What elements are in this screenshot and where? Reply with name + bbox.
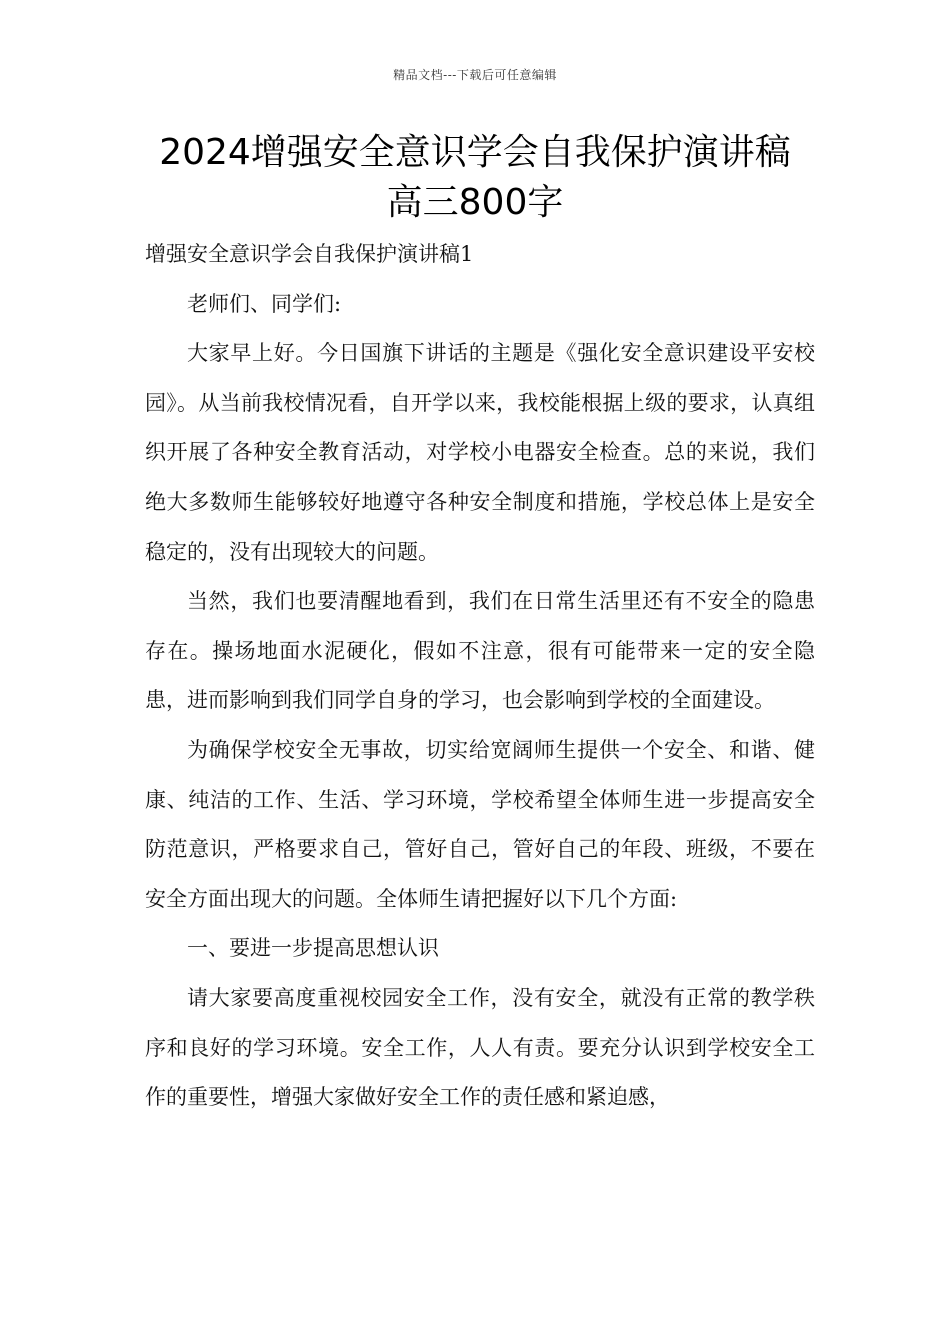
paragraph: 当然，我们也要清醒地看到，我们在日常生活里还有不安全的隐患存在。操场地面水泥硬化，假如不注意，很有可能带来一定的安全隐患，进而影响到我们同学自身的学习，也会影响到学校的全面建设。: [145, 589, 815, 713]
title-line-2: 高三800字: [386, 182, 564, 223]
paragraph: 大家早上好。今日国旗下讲话的主题是《强化安全意识建设平安校园》。从当前我校情况看，自开学以来，我校能根据上级的要求，认真组织开展了各种安全教育活动，对学校小电器安全检查。总的来说，我们绝大多数师生能够较好地遵守各种安全制度和措施，学校总体上是安全稳定的，没有出现较大的问题。: [145, 341, 815, 564]
paragraph: 请大家要高度重视校园安全工作，没有安全，就没有正常的教学秩序和良好的学习环境。安全工作，人人有责。要充分认识到学校安全工作的重要性，增强大家做好安全工作的责任感和紧迫感，: [145, 985, 815, 1110]
document-body: [145, 230, 815, 1123]
title-line-1: 2024增强安全意识学会自我保护演讲稿: [159, 132, 791, 173]
header-note: 精品文档---下载后可任意编辑: [393, 68, 557, 82]
speech-subtitle: 增强安全意识学会自我保护演讲稿1: [145, 242, 474, 266]
document-title: [100, 128, 850, 228]
paragraph: 为确保学校安全无事故，切实给宽阔师生提供一个安全、和谐、健康、纯洁的工作、生活、学习环境，学校希望全体师生进一步提高安全防范意识，严格要求自己，管好自己，管好自己的年段、班级，不要在安全方面出现大的问题。全体师生请把握好以下几个方面:: [145, 737, 815, 911]
paragraph-greeting: 老师们、同学们:: [187, 291, 342, 316]
section-heading: 一、要进一步提高思想认识: [187, 936, 439, 961]
